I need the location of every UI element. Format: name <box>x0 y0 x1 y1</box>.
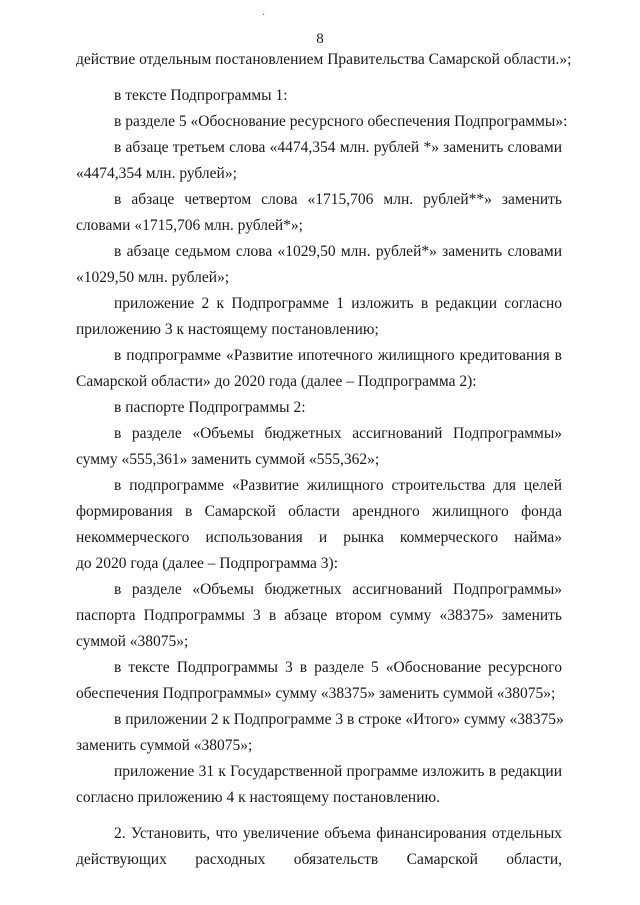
text-line: в разделе 5 «Обоснование ресурсного обеспечения Подпрограммы»: <box>114 113 568 130</box>
text-line: согласно приложению 4 к настоящему постановлению. <box>76 789 440 806</box>
text-line: в разделе «Объемы бюджетных ассигнований Подпрограммы» <box>114 425 562 442</box>
text-line: действие отдельным постановлением Правительства Самарской области.»; <box>76 51 572 68</box>
text-line: в разделе «Объемы бюджетных ассигнований Подпрограммы» <box>114 581 562 598</box>
text-line: в подпрограмме «Развитие жилищного строительства для целей <box>114 477 562 494</box>
text-line: в подпрограмме «Развитие ипотечного жилищного кредитования в <box>114 347 562 364</box>
scan-speck: · <box>262 10 266 21</box>
text-line: в абзаце четвертом слова «1715,706 млн. рублей**» заменить <box>114 191 562 208</box>
text-line: суммой «38075»; <box>76 633 189 650</box>
text-line: в приложении 2 к Подпрограмме 3 в строке «Итого» сумму «38375» <box>114 711 564 728</box>
text-line: в паспорте Подпрограммы 2: <box>114 399 306 416</box>
text-line: приложению 3 к настоящему постановлению; <box>76 321 379 338</box>
text-line: обеспечения Подпрограммы» сумму «38375» заменить суммой «38075»; <box>76 685 556 702</box>
text-line: до 2020 года (далее – Подпрограмма 3): <box>76 555 339 572</box>
text-line: в абзаце третьем слова «4474,354 млн. рублей *» заменить словами <box>114 139 562 156</box>
text-line: сумму «555,361» заменить суммой «555,362»; <box>76 451 380 468</box>
text-line: Самарской области» до 2020 года (далее – Подпрограмма 2): <box>76 373 477 390</box>
text-line: действующих расходных обязательств Самарской области, <box>76 851 562 868</box>
text-line: в абзаце седьмом слова «1029,50 млн. рублей*» заменить словами <box>114 243 562 260</box>
text-line: некоммерческого использования и рынка коммерческого найма» <box>76 529 562 546</box>
page-number: 8 <box>316 31 324 47</box>
text-line: паспорта Подпрограммы 3 в абзаце втором сумму «38375» заменить <box>76 607 562 624</box>
text-line: заменить суммой «38075»; <box>76 737 253 754</box>
text-line: «1029,50 млн. рублей»; <box>76 269 230 286</box>
text-line: 2. Установить, что увеличение объема финансирования отдельных <box>114 825 562 842</box>
text-line: формирования в Самарской области арендного жилищного фонда <box>76 503 562 520</box>
text-line: приложение 2 к Подпрограмме 1 изложить в редакции согласно <box>114 295 562 312</box>
text-line: приложение 31 к Государственной программе изложить в редакции <box>114 763 562 780</box>
text-line: в тексте Подпрограммы 1: <box>114 87 288 104</box>
text-line: в тексте Подпрограммы 3 в разделе 5 «Обоснование ресурсного <box>114 659 562 676</box>
text-line: словами «1715,706 млн. рублей*»; <box>76 217 303 234</box>
text-line: «4474,354 млн. рублей»; <box>76 165 237 182</box>
